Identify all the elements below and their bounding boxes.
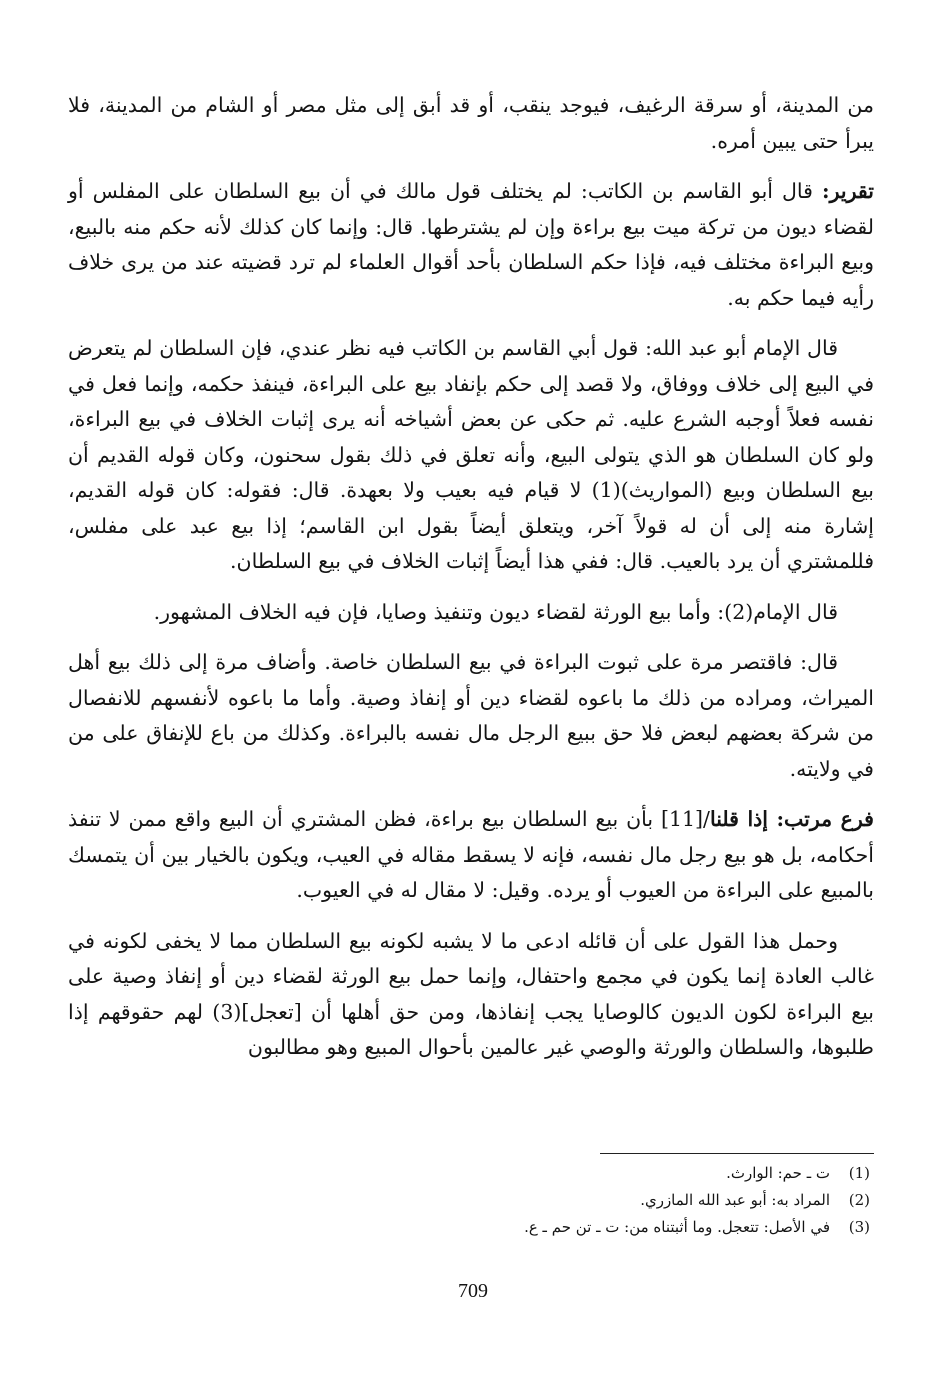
footnote-3-text: في الأصل: تتعجل. وما أثبتناه من: ت ـ تن حم ـ ع. bbox=[524, 1218, 830, 1236]
paragraph-5 bbox=[68, 645, 874, 787]
footnote-1 bbox=[420, 1160, 870, 1187]
paragraph-2-lead: تقرير: bbox=[822, 179, 874, 203]
paragraph-6-lead: فرع مرتب: إذا قلنا bbox=[709, 807, 874, 831]
footnote-2 bbox=[420, 1187, 870, 1214]
paragraph-7-text: وحمل هذا القول على أن قائله ادعى ما لا يشبه لكونه بيع السلطان مما لا يخفى لكونه في غالب العادة إنما يكون في مجمع واحتفال، وإنما حمل بيع الورثة لقضاء دين أو إنفاذ وصية على بيع البراءة لكون الديون كالوصايا يجب إنفاذها، ومن حق أهلها أن [تعجل](3) لهم حقوقهم إذا طلبوها، والسلطان والورثة والوصي غير عالمين بأحوال المبيع وهو مطالبون bbox=[68, 928, 874, 1059]
paragraph-2 bbox=[68, 174, 874, 316]
footnote-2-text: المراد به: أبو عبد الله المازري. bbox=[640, 1191, 830, 1209]
page-number: 709 bbox=[458, 1280, 488, 1302]
paragraph-6-text: /[11] بأن بيع السلطان بيع براءة، فظن المشتري أن البيع واقع ممن لا تنفذ أحكامه، بل هو بيع رجل مال نفسه، فإنه لا يسقط مقاله في العيب، ويكون بالخيار بين أن يتمسك بالمبيع على البراءة من العيوب أو يرده. وقيل: لا مقال له في العيوب. bbox=[68, 807, 874, 902]
paragraph-5-text: قال: فاقتصر مرة على ثبوت البراءة في بيع السلطان خاصة. وأضاف مرة إلى ذلك بيع أهل الميراث، ومراده من ذلك ما باعوه لقضاء دين أو إنفاذ وصية. وأما ما باعوه لأنفسهم للانفصال من شركة بعضهم لبعض فلا حق ببيع الرجل مال نفسه بالبراءة. وكذلك من باع للإنفاق على من في ولايته. bbox=[68, 650, 874, 781]
paragraph-2-text: قال أبو القاسم بن الكاتب: لم يختلف قول مالك في أن بيع السلطان على المفلس أو لقضاء ديون من تركة ميت بيع براءة وإن لم يشترطها. قال: وإنما كان كذلك لأنه حكم منه بالبيع، وبيع البراءة مختلف فيه، فإذا حكم السلطان بأحد أقوال العلماء لم ترد قضيته عند من يرى خلاف رأيه فيما حكم به. bbox=[68, 179, 874, 310]
paragraph-4 bbox=[68, 595, 874, 631]
paragraph-1-text: من المدينة، أو سرقة الرغيف، فيوجد ينقب، أو قد أبق إلى مثل مصر أو الشام من المدينة، فلا يبرأ حتى يبين أمره. bbox=[68, 93, 874, 153]
page-body bbox=[68, 88, 874, 1081]
footnote-1-number: (1) bbox=[848, 1164, 870, 1182]
footnote-divider bbox=[600, 1153, 874, 1154]
footnote-3-number: (3) bbox=[848, 1218, 870, 1236]
paragraph-3 bbox=[68, 331, 874, 580]
footnote-2-number: (2) bbox=[848, 1191, 870, 1209]
paragraph-3-text: قال الإمام أبو عبد الله: قول أبي القاسم بن الكاتب فيه نظر عندي، فإن السلطان لم يتعرض في البيع إلى خلاف ووفاق، ولا قصد إلى حكم بإنفاد بيع على البراءة، فينفذ حكمه، وإنما فعل في نفسه فعلاً أوجبه الشرع عليه. ثم حكى عن بعض أشياخه أنه يرى إثبات الخلاف في بيع البراءة، ولو كان السلطان هو الذي يتولى البيع، وأنه تعلق في ذلك بقول سحنون، وكان قوله القديم أن بيع السلطان وبيع (المواريث)(1) لا قيام فيه بعيب ولا بعهدة. قال: فقوله: كان قوله القديم، إشارة منه إلى أن له قولاً آخر، ويتعلق أيضاً بقول ابن القاسم؛ إذا بيع عبد على مفلس، فللمشتري أن يرد بالعيب. قال: ففي هذا أيضاً إثبات الخلاف في بيع السلطان. bbox=[68, 336, 874, 573]
paragraph-4-text: قال الإمام(2): وأما بيع الورثة لقضاء ديون وتنفيذ وصايا، فإن فيه الخلاف المشهور. bbox=[153, 599, 838, 624]
footnote-3 bbox=[420, 1214, 870, 1241]
paragraph-1 bbox=[68, 88, 874, 159]
footnotes bbox=[420, 1160, 870, 1241]
paragraph-7 bbox=[68, 924, 874, 1066]
footnote-1-text: ت ـ حم: الوارث. bbox=[726, 1164, 830, 1182]
paragraph-6 bbox=[68, 802, 874, 909]
